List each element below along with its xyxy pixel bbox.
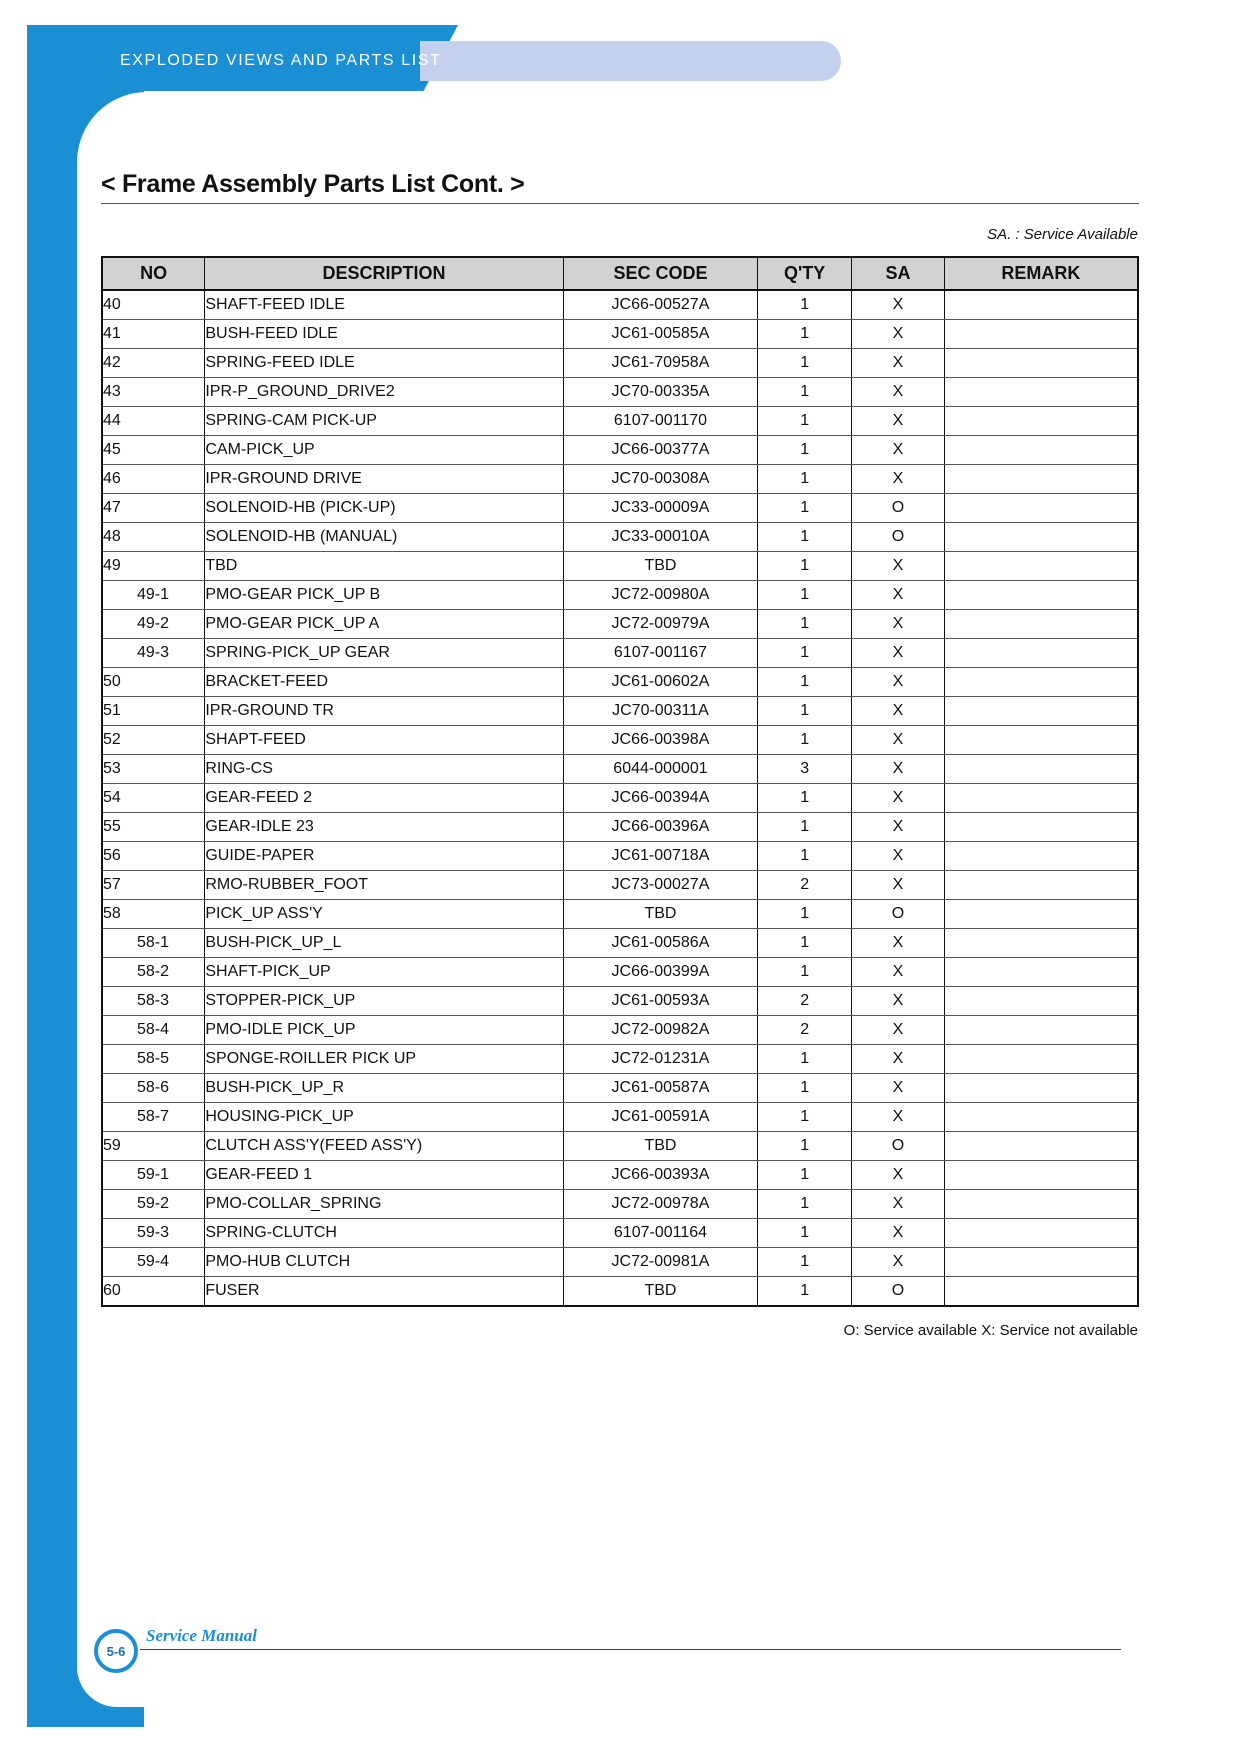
table-row xyxy=(102,929,1138,958)
cell-qty: 1 xyxy=(758,552,852,581)
cell-description: GEAR-IDLE 23 xyxy=(205,813,563,842)
cell-qty: 1 xyxy=(758,1219,852,1248)
cell-sa: X xyxy=(852,929,945,958)
cell-description: BUSH-PICK_UP_R xyxy=(205,1074,563,1103)
column-header-remark: REMARK xyxy=(944,257,1138,290)
cell-qty: 1 xyxy=(758,1190,852,1219)
cell-sa: X xyxy=(852,755,945,784)
cell-sa: X xyxy=(852,697,945,726)
cell-sec-code: JC72-01231A xyxy=(563,1045,758,1074)
cell-description: BUSH-FEED IDLE xyxy=(205,320,563,349)
footer-divider xyxy=(140,1649,1121,1650)
cell-no: 41 xyxy=(102,320,205,349)
cell-no: 59-4 xyxy=(102,1248,205,1277)
column-header-qty: Q'TY xyxy=(758,257,852,290)
column-header-sec-code: SEC CODE xyxy=(563,257,758,290)
cell-remark xyxy=(944,929,1138,958)
cell-qty: 1 xyxy=(758,668,852,697)
cell-description: PMO-HUB CLUTCH xyxy=(205,1248,563,1277)
cell-qty: 1 xyxy=(758,1248,852,1277)
cell-qty: 1 xyxy=(758,726,852,755)
title-divider xyxy=(101,203,1139,204)
cell-sa: X xyxy=(852,320,945,349)
table-row xyxy=(102,1219,1138,1248)
table-row xyxy=(102,290,1138,320)
cell-remark xyxy=(944,581,1138,610)
cell-qty: 1 xyxy=(758,494,852,523)
cell-description: BRACKET-FEED xyxy=(205,668,563,697)
cell-qty: 1 xyxy=(758,349,852,378)
table-row xyxy=(102,320,1138,349)
cell-qty: 1 xyxy=(758,523,852,552)
cell-description: RMO-RUBBER_FOOT xyxy=(205,871,563,900)
cell-no: 58 xyxy=(102,900,205,929)
cell-qty: 2 xyxy=(758,987,852,1016)
cell-sec-code: JC61-00591A xyxy=(563,1103,758,1132)
table-row xyxy=(102,436,1138,465)
cell-qty: 1 xyxy=(758,1161,852,1190)
cell-no: 57 xyxy=(102,871,205,900)
cell-qty: 1 xyxy=(758,813,852,842)
table-row xyxy=(102,1045,1138,1074)
table-row xyxy=(102,1161,1138,1190)
cell-sec-code: JC72-00979A xyxy=(563,610,758,639)
cell-sec-code: JC70-00311A xyxy=(563,697,758,726)
cell-description: SPRING-CAM PICK-UP xyxy=(205,407,563,436)
cell-description: SHAFT-PICK_UP xyxy=(205,958,563,987)
cell-sa: X xyxy=(852,668,945,697)
cell-no: 50 xyxy=(102,668,205,697)
cell-remark xyxy=(944,494,1138,523)
cell-qty: 1 xyxy=(758,929,852,958)
cell-description: SHAPT-FEED xyxy=(205,726,563,755)
cell-qty: 1 xyxy=(758,407,852,436)
cell-sec-code: JC61-00593A xyxy=(563,987,758,1016)
cell-remark xyxy=(944,639,1138,668)
cell-sa: X xyxy=(852,1190,945,1219)
cell-no: 45 xyxy=(102,436,205,465)
cell-sec-code: 6044-000001 xyxy=(563,755,758,784)
cell-qty: 2 xyxy=(758,1016,852,1045)
cell-description: PMO-COLLAR_SPRING xyxy=(205,1190,563,1219)
cell-qty: 1 xyxy=(758,784,852,813)
cell-remark xyxy=(944,784,1138,813)
cell-qty: 1 xyxy=(758,581,852,610)
cell-sec-code: JC66-00393A xyxy=(563,1161,758,1190)
cell-description: SPRING-FEED IDLE xyxy=(205,349,563,378)
cell-remark xyxy=(944,407,1138,436)
table-row xyxy=(102,552,1138,581)
cell-no: 58-6 xyxy=(102,1074,205,1103)
cell-sec-code: JC66-00527A xyxy=(563,290,758,320)
cell-no: 48 xyxy=(102,523,205,552)
table-row xyxy=(102,1103,1138,1132)
table-row xyxy=(102,523,1138,552)
header-decoration-bar xyxy=(420,41,841,81)
cell-qty: 1 xyxy=(758,900,852,929)
cell-no: 60 xyxy=(102,1277,205,1307)
table-row xyxy=(102,900,1138,929)
cell-remark xyxy=(944,1132,1138,1161)
cell-description: TBD xyxy=(205,552,563,581)
cell-remark xyxy=(944,290,1138,320)
table-row xyxy=(102,813,1138,842)
cell-remark xyxy=(944,842,1138,871)
cell-no: 43 xyxy=(102,378,205,407)
cell-description: SPONGE-ROILLER PICK UP xyxy=(205,1045,563,1074)
cell-no: 58-4 xyxy=(102,1016,205,1045)
sa-legend: O: Service available X: Service not available xyxy=(843,1322,1138,1339)
table-row xyxy=(102,378,1138,407)
cell-no: 46 xyxy=(102,465,205,494)
table-row xyxy=(102,668,1138,697)
cell-no: 55 xyxy=(102,813,205,842)
cell-remark xyxy=(944,1248,1138,1277)
cell-description: FUSER xyxy=(205,1277,563,1307)
cell-sec-code: JC61-70958A xyxy=(563,349,758,378)
cell-sec-code: JC66-00399A xyxy=(563,958,758,987)
cell-no: 58-2 xyxy=(102,958,205,987)
cell-sec-code: TBD xyxy=(563,1277,758,1307)
cell-sec-code: JC72-00978A xyxy=(563,1190,758,1219)
cell-qty: 1 xyxy=(758,639,852,668)
table-header-row xyxy=(102,257,1138,290)
cell-description: CLUTCH ASS'Y(FEED ASS'Y) xyxy=(205,1132,563,1161)
cell-remark xyxy=(944,610,1138,639)
cell-sa: X xyxy=(852,987,945,1016)
cell-sa: X xyxy=(852,1219,945,1248)
cell-description: PICK_UP ASS'Y xyxy=(205,900,563,929)
cell-sec-code: JC72-00982A xyxy=(563,1016,758,1045)
cell-qty: 1 xyxy=(758,1045,852,1074)
cell-sa: X xyxy=(852,1161,945,1190)
cell-remark xyxy=(944,958,1138,987)
cell-remark xyxy=(944,1045,1138,1074)
cell-sec-code: JC66-00398A xyxy=(563,726,758,755)
footer-label: Service Manual xyxy=(146,1626,257,1645)
table-row xyxy=(102,987,1138,1016)
table-row xyxy=(102,958,1138,987)
column-header-no: NO xyxy=(102,257,205,290)
cell-description: IPR-P_GROUND_DRIVE2 xyxy=(205,378,563,407)
cell-description: SPRING-PICK_UP GEAR xyxy=(205,639,563,668)
cell-qty: 1 xyxy=(758,436,852,465)
cell-description: GEAR-FEED 1 xyxy=(205,1161,563,1190)
cell-qty: 1 xyxy=(758,378,852,407)
cell-no: 49-2 xyxy=(102,610,205,639)
cell-no: 53 xyxy=(102,755,205,784)
cell-no: 42 xyxy=(102,349,205,378)
cell-qty: 1 xyxy=(758,1132,852,1161)
cell-qty: 1 xyxy=(758,1074,852,1103)
cell-sa: O xyxy=(852,1277,945,1307)
cell-qty: 1 xyxy=(758,290,852,320)
cell-sa: X xyxy=(852,958,945,987)
cell-remark xyxy=(944,697,1138,726)
cell-remark xyxy=(944,813,1138,842)
cell-no: 40 xyxy=(102,290,205,320)
cell-sa: X xyxy=(852,610,945,639)
table-row xyxy=(102,1277,1138,1307)
sa-note: SA. : Service Available xyxy=(987,226,1138,243)
cell-remark xyxy=(944,900,1138,929)
cell-no: 51 xyxy=(102,697,205,726)
table-row xyxy=(102,610,1138,639)
column-header-sa: SA xyxy=(852,257,945,290)
cell-no: 59 xyxy=(102,1132,205,1161)
cell-description: HOUSING-PICK_UP xyxy=(205,1103,563,1132)
cell-sa: X xyxy=(852,436,945,465)
cell-no: 58-3 xyxy=(102,987,205,1016)
cell-sec-code: 6107-001167 xyxy=(563,639,758,668)
table-row xyxy=(102,407,1138,436)
cell-qty: 1 xyxy=(758,697,852,726)
cell-remark xyxy=(944,436,1138,465)
cell-remark xyxy=(944,987,1138,1016)
cell-description: GEAR-FEED 2 xyxy=(205,784,563,813)
column-header-description: DESCRIPTION xyxy=(205,257,563,290)
cell-no: 58-7 xyxy=(102,1103,205,1132)
parts-table xyxy=(101,256,1139,1307)
cell-sa: O xyxy=(852,1132,945,1161)
cell-description: GUIDE-PAPER xyxy=(205,842,563,871)
cell-no: 59-3 xyxy=(102,1219,205,1248)
cell-sa: X xyxy=(852,871,945,900)
table-row xyxy=(102,726,1138,755)
cell-sa: O xyxy=(852,494,945,523)
cell-no: 47 xyxy=(102,494,205,523)
cell-qty: 2 xyxy=(758,871,852,900)
cell-description: IPR-GROUND DRIVE xyxy=(205,465,563,494)
cell-sec-code: JC72-00980A xyxy=(563,581,758,610)
table-row xyxy=(102,871,1138,900)
cell-qty: 1 xyxy=(758,1103,852,1132)
cell-sa: O xyxy=(852,900,945,929)
cell-remark xyxy=(944,1074,1138,1103)
cell-qty: 1 xyxy=(758,842,852,871)
cell-remark xyxy=(944,523,1138,552)
cell-sa: X xyxy=(852,639,945,668)
table-row xyxy=(102,842,1138,871)
cell-remark xyxy=(944,1103,1138,1132)
cell-sec-code: JC66-00396A xyxy=(563,813,758,842)
cell-qty: 1 xyxy=(758,465,852,494)
cell-remark xyxy=(944,668,1138,697)
cell-description: RING-CS xyxy=(205,755,563,784)
cell-sa: X xyxy=(852,465,945,494)
cell-remark xyxy=(944,1161,1138,1190)
cell-no: 59-1 xyxy=(102,1161,205,1190)
cell-description: STOPPER-PICK_UP xyxy=(205,987,563,1016)
cell-sec-code: JC33-00010A xyxy=(563,523,758,552)
cell-sec-code: JC70-00308A xyxy=(563,465,758,494)
cell-description: SOLENOID-HB (PICK-UP) xyxy=(205,494,563,523)
table-row xyxy=(102,349,1138,378)
table-row xyxy=(102,465,1138,494)
cell-description: BUSH-PICK_UP_L xyxy=(205,929,563,958)
cell-description: IPR-GROUND TR xyxy=(205,697,563,726)
cell-no: 49-3 xyxy=(102,639,205,668)
cell-sec-code: JC70-00335A xyxy=(563,378,758,407)
table-row xyxy=(102,1248,1138,1277)
cell-no: 58-1 xyxy=(102,929,205,958)
cell-qty: 1 xyxy=(758,958,852,987)
cell-sec-code: JC61-00718A xyxy=(563,842,758,871)
cell-qty: 1 xyxy=(758,610,852,639)
cell-sa: X xyxy=(852,1103,945,1132)
cell-sa: X xyxy=(852,552,945,581)
table-row xyxy=(102,697,1138,726)
cell-sec-code: JC61-00586A xyxy=(563,929,758,958)
cell-sec-code: JC33-00009A xyxy=(563,494,758,523)
cell-sa: X xyxy=(852,290,945,320)
cell-sec-code: JC73-00027A xyxy=(563,871,758,900)
cell-sa: X xyxy=(852,1016,945,1045)
cell-sa: X xyxy=(852,784,945,813)
cell-sa: X xyxy=(852,1248,945,1277)
cell-no: 59-2 xyxy=(102,1190,205,1219)
table-row xyxy=(102,1132,1138,1161)
cell-no: 58-5 xyxy=(102,1045,205,1074)
cell-description: SHAFT-FEED IDLE xyxy=(205,290,563,320)
cell-remark xyxy=(944,552,1138,581)
cell-sa: X xyxy=(852,407,945,436)
cell-description: SOLENOID-HB (MANUAL) xyxy=(205,523,563,552)
cell-sa: X xyxy=(852,581,945,610)
cell-sa: X xyxy=(852,349,945,378)
cell-no: 56 xyxy=(102,842,205,871)
parts-table-body xyxy=(102,290,1138,1306)
table-row xyxy=(102,784,1138,813)
cell-sa: X xyxy=(852,378,945,407)
table-row xyxy=(102,1190,1138,1219)
cell-qty: 3 xyxy=(758,755,852,784)
cell-no: 49 xyxy=(102,552,205,581)
cell-no: 54 xyxy=(102,784,205,813)
cell-qty: 1 xyxy=(758,320,852,349)
cell-remark xyxy=(944,1016,1138,1045)
cell-sec-code: JC66-00394A xyxy=(563,784,758,813)
cell-sec-code: 6107-001164 xyxy=(563,1219,758,1248)
table-row xyxy=(102,639,1138,668)
cell-remark xyxy=(944,755,1138,784)
cell-remark xyxy=(944,871,1138,900)
cell-remark xyxy=(944,1219,1138,1248)
cell-sa: X xyxy=(852,726,945,755)
table-row xyxy=(102,1074,1138,1103)
cell-remark xyxy=(944,320,1138,349)
cell-remark xyxy=(944,1190,1138,1219)
cell-no: 44 xyxy=(102,407,205,436)
cell-sa: X xyxy=(852,1074,945,1103)
cell-description: PMO-IDLE PICK_UP xyxy=(205,1016,563,1045)
cell-remark xyxy=(944,378,1138,407)
cell-no: 52 xyxy=(102,726,205,755)
cell-remark xyxy=(944,349,1138,378)
section-title: EXPLODED VIEWS AND PARTS LIST xyxy=(120,52,442,69)
table-row xyxy=(102,581,1138,610)
cell-no: 49-1 xyxy=(102,581,205,610)
table-row xyxy=(102,1016,1138,1045)
cell-remark xyxy=(944,1277,1138,1307)
page-number: 5-6 xyxy=(94,1629,138,1673)
cell-description: SPRING-CLUTCH xyxy=(205,1219,563,1248)
cell-sa: X xyxy=(852,842,945,871)
cell-description: PMO-GEAR PICK_UP A xyxy=(205,610,563,639)
cell-sec-code: TBD xyxy=(563,552,758,581)
cell-sec-code: TBD xyxy=(563,1132,758,1161)
cell-qty: 1 xyxy=(758,1277,852,1307)
cell-sa: O xyxy=(852,523,945,552)
cell-sec-code: JC66-00377A xyxy=(563,436,758,465)
cell-sa: X xyxy=(852,813,945,842)
table-row xyxy=(102,755,1138,784)
cell-remark xyxy=(944,465,1138,494)
cell-sec-code: JC61-00585A xyxy=(563,320,758,349)
cell-sec-code: JC61-00602A xyxy=(563,668,758,697)
cell-sa: X xyxy=(852,1045,945,1074)
page-title: < Frame Assembly Parts List Cont. > xyxy=(101,170,525,198)
cell-remark xyxy=(944,726,1138,755)
cell-sec-code: 6107-001170 xyxy=(563,407,758,436)
cell-sec-code: JC61-00587A xyxy=(563,1074,758,1103)
cell-sec-code: JC72-00981A xyxy=(563,1248,758,1277)
cell-sec-code: TBD xyxy=(563,900,758,929)
cell-description: PMO-GEAR PICK_UP B xyxy=(205,581,563,610)
cell-description: CAM-PICK_UP xyxy=(205,436,563,465)
table-row xyxy=(102,494,1138,523)
